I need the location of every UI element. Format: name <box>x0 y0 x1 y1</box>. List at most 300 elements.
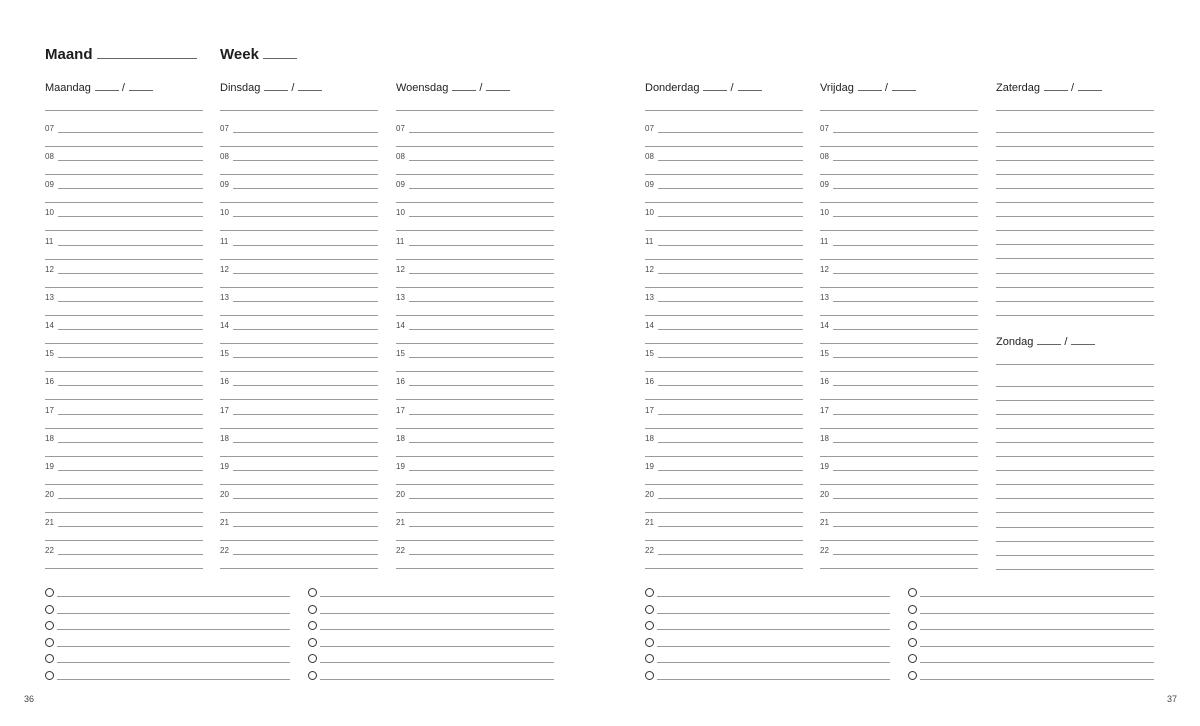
hour-label: 12 <box>45 264 54 274</box>
note-line[interactable] <box>996 484 1154 485</box>
half-hour-line[interactable] <box>645 456 803 457</box>
half-hour-line[interactable] <box>220 484 378 485</box>
half-hour-line[interactable] <box>820 146 978 147</box>
half-hour-line[interactable] <box>220 371 378 372</box>
day-blank-donderdag[interactable] <box>703 82 727 91</box>
half-hour-line[interactable] <box>45 512 203 513</box>
half-hour-line[interactable] <box>220 456 378 457</box>
half-hour-line[interactable] <box>396 568 554 569</box>
hour-line[interactable] <box>833 301 978 302</box>
half-hour-line[interactable] <box>220 428 378 429</box>
todo-line[interactable] <box>920 646 1154 647</box>
hour-label: 17 <box>645 405 654 415</box>
todo-line[interactable] <box>57 613 290 614</box>
half-hour-line[interactable] <box>820 428 978 429</box>
title-underline <box>396 110 554 111</box>
half-hour-line[interactable] <box>820 343 978 344</box>
note-line[interactable] <box>996 428 1154 429</box>
hour-line[interactable] <box>233 470 378 471</box>
half-hour-line[interactable] <box>645 512 803 513</box>
note-line[interactable] <box>996 541 1154 542</box>
hour-line[interactable] <box>233 329 378 330</box>
note-line[interactable] <box>996 301 1154 302</box>
day-title-zondag <box>996 336 1098 348</box>
hour-line[interactable] <box>233 132 378 133</box>
todo-line[interactable] <box>57 679 290 680</box>
todo-line[interactable] <box>657 596 890 597</box>
half-hour-line[interactable] <box>220 568 378 569</box>
hour-line[interactable] <box>409 554 554 555</box>
hour-line[interactable] <box>409 188 554 189</box>
hour-line[interactable] <box>58 188 203 189</box>
month-blank-zaterdag[interactable] <box>1078 82 1102 91</box>
hour-line[interactable] <box>409 357 554 358</box>
half-hour-line[interactable] <box>220 399 378 400</box>
hour-line[interactable] <box>658 301 803 302</box>
note-line[interactable] <box>996 386 1154 387</box>
half-hour-line[interactable] <box>645 428 803 429</box>
hour-label: 08 <box>220 152 229 162</box>
half-hour-line[interactable] <box>45 343 203 344</box>
note-line[interactable] <box>996 230 1154 231</box>
hour-line[interactable] <box>658 470 803 471</box>
todo-line[interactable] <box>657 662 890 663</box>
hour-line[interactable] <box>833 357 978 358</box>
hour-line[interactable] <box>233 188 378 189</box>
half-hour-line[interactable] <box>396 399 554 400</box>
hour-label: 18 <box>45 433 54 443</box>
hour-label: 13 <box>396 292 405 302</box>
hour-line[interactable] <box>833 554 978 555</box>
day-title-woensdag <box>396 82 513 94</box>
half-hour-line[interactable] <box>220 202 378 203</box>
half-hour-line[interactable] <box>820 287 978 288</box>
hour-line[interactable] <box>658 414 803 415</box>
hour-line[interactable] <box>233 301 378 302</box>
note-line[interactable] <box>996 315 1154 316</box>
todo-line[interactable] <box>920 613 1154 614</box>
half-hour-line[interactable] <box>45 428 203 429</box>
hour-label: 17 <box>396 405 405 415</box>
hour-line[interactable] <box>409 329 554 330</box>
date-separator: / <box>1064 336 1068 348</box>
todo-line[interactable] <box>657 629 890 630</box>
hour-label: 19 <box>396 461 405 471</box>
half-hour-line[interactable] <box>645 259 803 260</box>
half-hour-line[interactable] <box>220 287 378 288</box>
checkbox-circle-icon[interactable] <box>308 588 317 597</box>
half-hour-line[interactable] <box>396 540 554 541</box>
hour-label: 16 <box>820 377 829 387</box>
checkbox-circle-icon[interactable] <box>908 654 917 663</box>
hour-line[interactable] <box>58 132 203 133</box>
half-hour-line[interactable] <box>645 371 803 372</box>
half-hour-line[interactable] <box>645 315 803 316</box>
hour-line[interactable] <box>233 357 378 358</box>
hour-label: 17 <box>45 405 54 415</box>
note-line[interactable] <box>996 216 1154 217</box>
hour-line[interactable] <box>833 273 978 274</box>
todo-line[interactable] <box>57 629 290 630</box>
day-blank-vrijdag[interactable] <box>858 82 882 91</box>
half-hour-line[interactable] <box>396 484 554 485</box>
hour-line[interactable] <box>58 442 203 443</box>
hour-line[interactable] <box>58 357 203 358</box>
week-blank[interactable] <box>263 48 297 59</box>
hour-label: 08 <box>396 152 405 162</box>
half-hour-line[interactable] <box>396 512 554 513</box>
hour-line[interactable] <box>58 554 203 555</box>
hour-line[interactable] <box>833 245 978 246</box>
todo-line[interactable] <box>57 646 290 647</box>
hour-line[interactable] <box>58 470 203 471</box>
hour-line[interactable] <box>658 554 803 555</box>
note-line[interactable] <box>996 160 1154 161</box>
checkbox-circle-icon[interactable] <box>45 588 54 597</box>
half-hour-line[interactable] <box>45 202 203 203</box>
checkbox-circle-icon[interactable] <box>308 638 317 647</box>
hour-label: 15 <box>820 349 829 359</box>
hour-line[interactable] <box>409 498 554 499</box>
half-hour-line[interactable] <box>396 371 554 372</box>
hour-line[interactable] <box>833 216 978 217</box>
half-hour-line[interactable] <box>820 399 978 400</box>
half-hour-line[interactable] <box>645 230 803 231</box>
checkbox-circle-icon[interactable] <box>908 588 917 597</box>
hour-line[interactable] <box>658 216 803 217</box>
half-hour-line[interactable] <box>45 315 203 316</box>
todo-line[interactable] <box>920 662 1154 663</box>
half-hour-line[interactable] <box>396 456 554 457</box>
todo-line[interactable] <box>320 646 554 647</box>
checkbox-circle-icon[interactable] <box>645 654 654 663</box>
checkbox-circle-icon[interactable] <box>308 671 317 680</box>
hour-line[interactable] <box>233 526 378 527</box>
hour-label: 14 <box>820 321 829 331</box>
checkbox-circle-icon[interactable] <box>645 605 654 614</box>
month-blank-dinsdag[interactable] <box>298 82 322 91</box>
half-hour-line[interactable] <box>396 259 554 260</box>
hour-line[interactable] <box>833 442 978 443</box>
hour-line[interactable] <box>58 245 203 246</box>
todo-line[interactable] <box>657 679 890 680</box>
note-line[interactable] <box>996 498 1154 499</box>
half-hour-line[interactable] <box>45 287 203 288</box>
day-blank-maandag[interactable] <box>95 82 119 91</box>
half-hour-line[interactable] <box>220 315 378 316</box>
month-blank-vrijdag[interactable] <box>892 82 916 91</box>
hour-line[interactable] <box>233 442 378 443</box>
hour-label: 18 <box>645 433 654 443</box>
hour-line[interactable] <box>233 414 378 415</box>
hour-line[interactable] <box>833 160 978 161</box>
date-separator: / <box>730 82 734 94</box>
half-hour-line[interactable] <box>220 259 378 260</box>
note-line[interactable] <box>996 400 1154 401</box>
hour-line[interactable] <box>409 301 554 302</box>
half-hour-line[interactable] <box>820 456 978 457</box>
todo-line[interactable] <box>320 613 554 614</box>
half-hour-line[interactable] <box>220 540 378 541</box>
month-blank-zondag[interactable] <box>1071 336 1095 345</box>
hour-line[interactable] <box>409 414 554 415</box>
hour-label: 09 <box>396 180 405 190</box>
half-hour-line[interactable] <box>220 174 378 175</box>
half-hour-line[interactable] <box>820 174 978 175</box>
checkbox-circle-icon[interactable] <box>645 621 654 630</box>
month-blank-donderdag[interactable] <box>738 82 762 91</box>
hour-line[interactable] <box>233 245 378 246</box>
hour-label: 07 <box>45 124 54 133</box>
half-hour-line[interactable] <box>45 540 203 541</box>
half-hour-line[interactable] <box>820 315 978 316</box>
todo-line[interactable] <box>320 629 554 630</box>
todo-line[interactable] <box>657 646 890 647</box>
hour-line[interactable] <box>233 385 378 386</box>
half-hour-line[interactable] <box>45 371 203 372</box>
day-label-dinsdag: Dinsdag <box>220 82 261 94</box>
hour-label: 22 <box>645 546 654 556</box>
hour-line[interactable] <box>658 385 803 386</box>
note-line[interactable] <box>996 470 1154 471</box>
hour-line[interactable] <box>233 216 378 217</box>
checkbox-circle-icon[interactable] <box>908 605 917 614</box>
checkbox-circle-icon[interactable] <box>308 605 317 614</box>
half-hour-line[interactable] <box>820 259 978 260</box>
half-hour-line[interactable] <box>396 146 554 147</box>
half-hour-line[interactable] <box>820 371 978 372</box>
hour-label: 16 <box>45 377 54 387</box>
hour-label: 13 <box>45 292 54 302</box>
hour-line[interactable] <box>658 442 803 443</box>
note-line[interactable] <box>996 456 1154 457</box>
hour-line[interactable] <box>658 329 803 330</box>
hour-line[interactable] <box>409 442 554 443</box>
hour-label: 17 <box>820 405 829 415</box>
half-hour-line[interactable] <box>645 174 803 175</box>
half-hour-line[interactable] <box>396 230 554 231</box>
checkbox-circle-icon[interactable] <box>45 654 54 663</box>
month-blank[interactable] <box>97 48 197 59</box>
hour-label: 21 <box>820 518 829 528</box>
hour-line[interactable] <box>833 329 978 330</box>
checkbox-circle-icon[interactable] <box>645 671 654 680</box>
hour-line[interactable] <box>58 216 203 217</box>
todo-line[interactable] <box>57 596 290 597</box>
note-line[interactable] <box>996 258 1154 259</box>
checkbox-circle-icon[interactable] <box>45 605 54 614</box>
half-hour-line[interactable] <box>645 568 803 569</box>
hour-label: 09 <box>820 180 829 190</box>
note-line[interactable] <box>996 527 1154 528</box>
day-blank-dinsdag[interactable] <box>264 82 288 91</box>
hour-label: 21 <box>45 518 54 528</box>
half-hour-line[interactable] <box>396 202 554 203</box>
half-hour-line[interactable] <box>645 343 803 344</box>
half-hour-line[interactable] <box>220 146 378 147</box>
note-line[interactable] <box>996 569 1154 570</box>
hour-line[interactable] <box>658 245 803 246</box>
hour-label: 08 <box>645 152 654 162</box>
day-blank-woensdag[interactable] <box>452 82 476 91</box>
half-hour-line[interactable] <box>45 568 203 569</box>
hour-line[interactable] <box>833 498 978 499</box>
half-hour-line[interactable] <box>45 399 203 400</box>
hour-label: 10 <box>220 208 229 218</box>
half-hour-line[interactable] <box>645 146 803 147</box>
hour-line[interactable] <box>833 132 978 133</box>
hour-line[interactable] <box>658 132 803 133</box>
hour-label: 19 <box>220 461 229 471</box>
hour-line[interactable] <box>409 273 554 274</box>
day-title-maandag <box>45 82 156 94</box>
checkbox-circle-icon[interactable] <box>45 621 54 630</box>
half-hour-line[interactable] <box>220 512 378 513</box>
hour-line[interactable] <box>833 385 978 386</box>
half-hour-line[interactable] <box>820 230 978 231</box>
todo-line[interactable] <box>920 596 1154 597</box>
note-line[interactable] <box>996 188 1154 189</box>
month-blank-maandag[interactable] <box>129 82 153 91</box>
note-line[interactable] <box>996 414 1154 415</box>
hour-line[interactable] <box>409 132 554 133</box>
hour-line[interactable] <box>58 160 203 161</box>
hour-label: 09 <box>45 180 54 190</box>
hour-line[interactable] <box>58 385 203 386</box>
half-hour-line[interactable] <box>220 343 378 344</box>
hour-label: 11 <box>645 236 654 246</box>
todo-line[interactable] <box>57 662 290 663</box>
week-label: Week <box>220 46 259 63</box>
hour-line[interactable] <box>233 498 378 499</box>
note-line[interactable] <box>996 512 1154 513</box>
hour-label: 15 <box>645 349 654 359</box>
checkbox-circle-icon[interactable] <box>908 621 917 630</box>
half-hour-line[interactable] <box>45 174 203 175</box>
hour-line[interactable] <box>233 160 378 161</box>
half-hour-line[interactable] <box>45 259 203 260</box>
half-hour-line[interactable] <box>45 484 203 485</box>
hour-label: 13 <box>220 292 229 302</box>
title-underline <box>220 110 378 111</box>
todo-line[interactable] <box>657 613 890 614</box>
hour-label: 11 <box>820 236 829 246</box>
note-line[interactable] <box>996 244 1154 245</box>
half-hour-line[interactable] <box>396 343 554 344</box>
day-blank-zondag[interactable] <box>1037 336 1061 345</box>
half-hour-line[interactable] <box>645 399 803 400</box>
page-number-left: 36 <box>24 694 35 704</box>
half-hour-line[interactable] <box>220 230 378 231</box>
half-hour-line[interactable] <box>820 568 978 569</box>
note-line[interactable] <box>996 442 1154 443</box>
half-hour-line[interactable] <box>45 230 203 231</box>
day-blank-zaterdag[interactable] <box>1044 82 1068 91</box>
hour-line[interactable] <box>833 414 978 415</box>
note-line[interactable] <box>996 287 1154 288</box>
checkbox-circle-icon[interactable] <box>908 671 917 680</box>
checkbox-circle-icon[interactable] <box>645 638 654 647</box>
checkbox-circle-icon[interactable] <box>45 638 54 647</box>
hour-line[interactable] <box>658 188 803 189</box>
hour-label: 07 <box>220 124 229 133</box>
hour-line[interactable] <box>658 526 803 527</box>
hour-label: 21 <box>220 518 229 528</box>
half-hour-line[interactable] <box>396 315 554 316</box>
half-hour-line[interactable] <box>820 202 978 203</box>
checkbox-circle-icon[interactable] <box>645 588 654 597</box>
half-hour-line[interactable] <box>645 540 803 541</box>
checkbox-circle-icon[interactable] <box>308 621 317 630</box>
todo-line[interactable] <box>320 662 554 663</box>
hour-line[interactable] <box>833 188 978 189</box>
hour-line[interactable] <box>58 498 203 499</box>
hour-line[interactable] <box>233 273 378 274</box>
hour-line[interactable] <box>833 470 978 471</box>
hour-line[interactable] <box>409 245 554 246</box>
todo-line[interactable] <box>920 679 1154 680</box>
note-line[interactable] <box>996 202 1154 203</box>
title-underline <box>45 110 203 111</box>
date-separator: / <box>479 82 483 94</box>
half-hour-line[interactable] <box>396 428 554 429</box>
hour-label: 20 <box>820 489 829 499</box>
half-hour-line[interactable] <box>820 512 978 513</box>
hour-line[interactable] <box>58 329 203 330</box>
half-hour-line[interactable] <box>820 484 978 485</box>
day-title-vrijdag <box>820 82 919 94</box>
half-hour-line[interactable] <box>645 287 803 288</box>
checkbox-circle-icon[interactable] <box>308 654 317 663</box>
note-line[interactable] <box>996 273 1154 274</box>
hour-line[interactable] <box>58 273 203 274</box>
half-hour-line[interactable] <box>645 484 803 485</box>
hour-line[interactable] <box>833 526 978 527</box>
note-line[interactable] <box>996 174 1154 175</box>
hour-line[interactable] <box>233 554 378 555</box>
checkbox-circle-icon[interactable] <box>908 638 917 647</box>
hour-line[interactable] <box>58 301 203 302</box>
half-hour-line[interactable] <box>45 146 203 147</box>
hour-line[interactable] <box>58 526 203 527</box>
note-line[interactable] <box>996 555 1154 556</box>
hour-line[interactable] <box>658 273 803 274</box>
hour-line[interactable] <box>409 470 554 471</box>
half-hour-line[interactable] <box>45 456 203 457</box>
hour-label: 12 <box>820 264 829 274</box>
hour-label: 22 <box>45 546 54 556</box>
hour-line[interactable] <box>658 160 803 161</box>
hour-line[interactable] <box>658 498 803 499</box>
half-hour-line[interactable] <box>396 174 554 175</box>
hour-line[interactable] <box>58 414 203 415</box>
half-hour-line[interactable] <box>820 540 978 541</box>
note-line[interactable] <box>996 146 1154 147</box>
month-blank-woensdag[interactable] <box>486 82 510 91</box>
todo-line[interactable] <box>320 679 554 680</box>
half-hour-line[interactable] <box>396 287 554 288</box>
hour-line[interactable] <box>409 216 554 217</box>
hour-line[interactable] <box>409 385 554 386</box>
note-line[interactable] <box>996 132 1154 133</box>
hour-line[interactable] <box>409 160 554 161</box>
hour-line[interactable] <box>658 357 803 358</box>
hour-line[interactable] <box>409 526 554 527</box>
checkbox-circle-icon[interactable] <box>45 671 54 680</box>
half-hour-line[interactable] <box>645 202 803 203</box>
todo-line[interactable] <box>320 596 554 597</box>
todo-line[interactable] <box>920 629 1154 630</box>
